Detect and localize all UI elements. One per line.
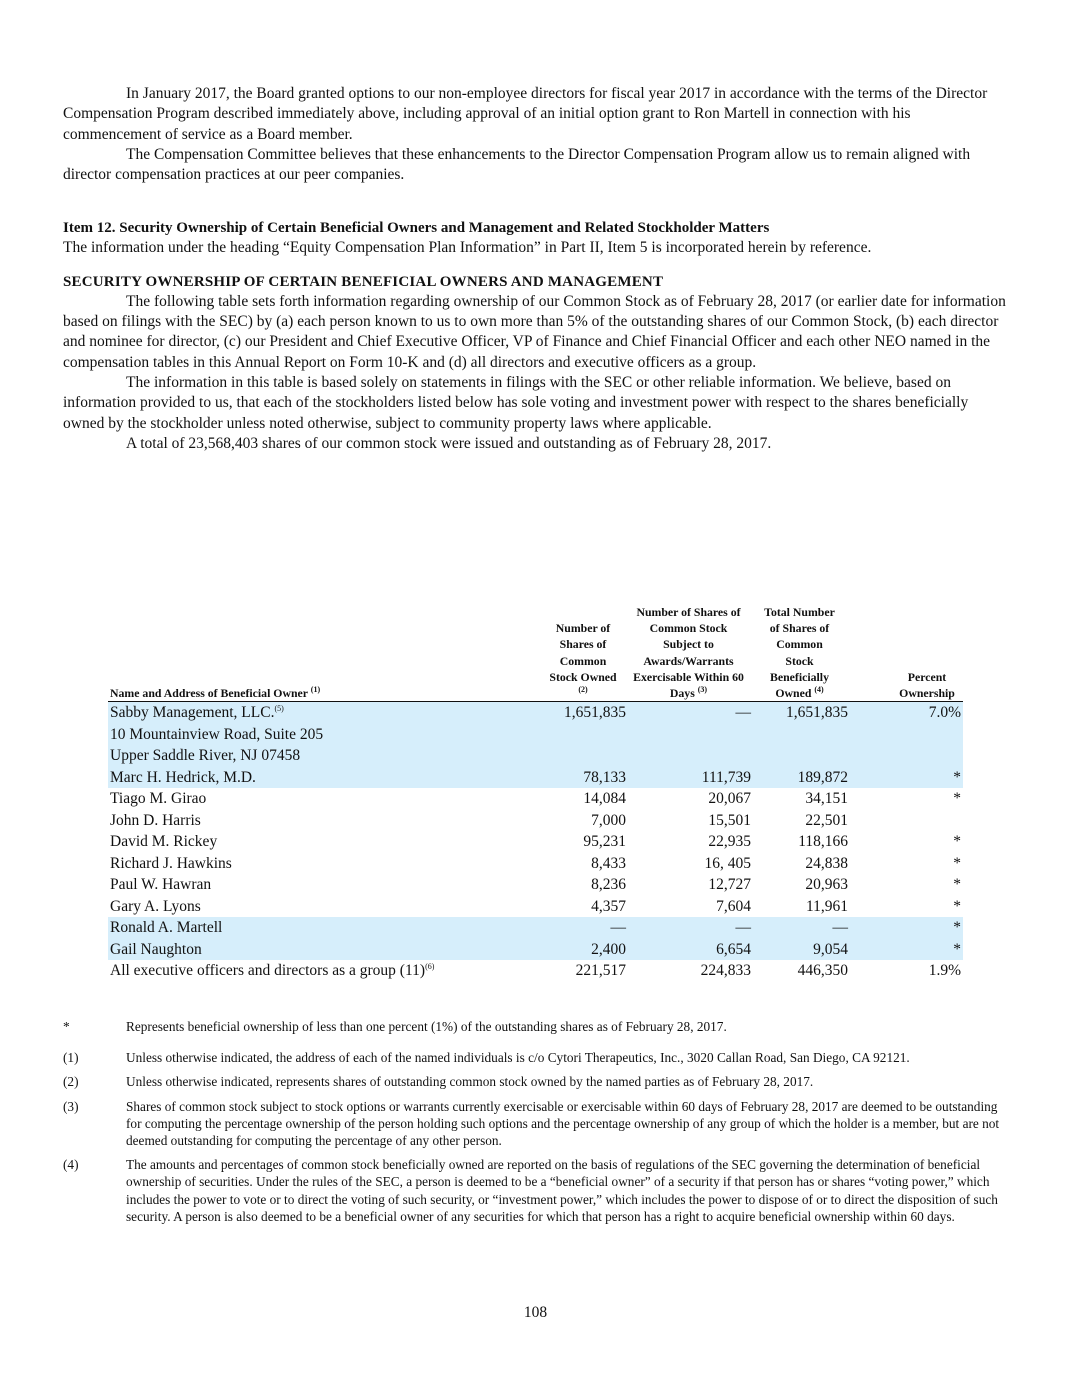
footnote: [63, 1156, 1008, 1225]
owner-name-cell: Upper Saddle River, NJ 07458: [108, 745, 540, 767]
owner-name-cell: Gail Naughton: [108, 939, 540, 961]
shares-owned-cell: 95,231: [583, 833, 626, 851]
awards-cell: 111,739: [626, 767, 751, 789]
footnote-marker: (1): [63, 1050, 79, 1066]
section-heading-security-ownership: SECURITY OWNERSHIP OF CERTAIN BENEFICIAL OWNERS AND MANAGEMENT: [63, 273, 664, 290]
footnote-text: Shares of common stock subject to stock options or warrants currently exercisable or exercisable within 60 days of February 28, 2017 are deemed to be outstanding for computing the percentage ownership of the person holding such options and the percentage ownership of any group of which the holder is a member, but are not deemed outstanding for computing the percentage of any other person.: [126, 1098, 1000, 1149]
header-name-address: Name and Address of Beneficial Owner $^{(1)}$: [108, 604, 540, 702]
footnote-marker: (3): [63, 1098, 79, 1114]
total-owned-cell: 11,961: [805, 897, 848, 915]
awards-cell: 7,604: [716, 897, 751, 915]
owner-name-cell: John D. Harris: [110, 811, 201, 829]
percent-cell: *: [953, 897, 961, 915]
percent-cell: [848, 724, 963, 746]
table-row: [108, 745, 963, 767]
paragraph-information-basis: The information in this table is based solely on statements in filings with the SEC or other reliable information. We believe, based on information provided to us, that each of the stockholders listed below has sole voting and investment power with respect to the shares beneficially owned by the stockholder unless noted otherwise, subject to community property laws where applicable.: [63, 373, 969, 432]
header-percent-ownership: Percent Ownership: [848, 604, 963, 702]
percent-cell: *: [953, 854, 961, 872]
total-owned-cell: [751, 745, 848, 767]
footnote: [63, 1073, 1008, 1090]
owner-name-cell: Richard J. Hawkins: [110, 854, 232, 872]
owner-name-cell: Paul W. Hawran: [110, 876, 212, 894]
awards-cell: 20,067: [708, 790, 751, 808]
percent-cell: *: [848, 939, 963, 961]
shares-owned-cell: 4,357: [591, 897, 626, 915]
shares-owned-cell: 8,236: [591, 876, 626, 894]
footnote-text: Represents beneficial ownership of less than one percent (1%) of the outstanding shares as of February 28, 2017.: [126, 1019, 727, 1034]
shares-owned-cell: 2,400: [540, 939, 626, 961]
table-row: [108, 939, 963, 961]
total-owned-cell: 22,501: [805, 811, 848, 829]
awards-cell: 12,727: [708, 876, 751, 894]
footnote-marker: (4): [63, 1157, 79, 1173]
owner-name-cell: Ronald A. Martell: [108, 917, 540, 939]
total-owned-cell: —: [751, 917, 848, 939]
footnote-marker: (2): [63, 1074, 79, 1090]
owner-name-cell: Tiago M. Girao: [110, 790, 207, 808]
table-row: [108, 702, 963, 724]
owner-name-cell: Marc H. Hedrick, M.D.: [108, 767, 540, 789]
paragraph-compensation-committee: The Compensation Committee believes that these enhancements to the Director Compensation Program allow us to remain aligned with director compensation practices at our peer companies.: [63, 145, 971, 184]
percent-cell: 1.9%: [928, 962, 961, 980]
table-row: [108, 896, 963, 918]
shares-owned-cell: 8,433: [591, 854, 626, 872]
shares-owned-cell: —: [540, 917, 626, 939]
percent-cell: *: [953, 833, 961, 851]
table-header-row: [108, 604, 963, 702]
table-row: [108, 724, 963, 746]
total-owned-cell: 446,350: [797, 962, 848, 980]
total-owned-cell: 20,963: [805, 876, 848, 894]
awards-cell: [626, 724, 751, 746]
footnote-text: Unless otherwise indicated, the address of each of the named individuals is c/o Cytori Therapeutics, Inc., 3020 Callan Road, San Diego, CA 92121.: [126, 1050, 910, 1066]
item-12-heading: Item 12. Security Ownership of Certain Beneficial Owners and Management and Related Stockholder Matters: [63, 220, 770, 237]
shares-owned-cell: 14,084: [583, 790, 626, 808]
percent-cell: *: [848, 917, 963, 939]
footnote: [63, 1018, 1008, 1035]
footnotes: [63, 1018, 1008, 1232]
footnote: [63, 1098, 1008, 1150]
shares-owned-cell: [540, 724, 626, 746]
percent-cell: [848, 810, 963, 832]
footnote-marker: *: [63, 1019, 70, 1034]
total-owned-cell: [751, 724, 848, 746]
percent-cell: *: [953, 790, 961, 808]
table-row: [108, 853, 963, 875]
awards-cell: —: [626, 702, 751, 724]
total-owned-cell: 189,872: [751, 767, 848, 789]
total-owned-cell: 24,838: [805, 854, 848, 872]
awards-cell: 224,833: [700, 962, 751, 980]
owner-name-cell: All executive officers and directors as a group $(11)^{(6)}$: [110, 962, 435, 980]
ownership-table: [108, 604, 963, 982]
paragraph-table-description: The following table sets forth information regarding ownership of our Common Stock as of February 28, 2017 (or earlier date for information based on filings with the SEC) by (a) each person known to us to own more than 5% of the outstanding shares of our Common Stock, (b) each director and nominee for director, (c) our President and Chief Executive Officer, VP of Finance and Chief Financial Officer and each other NEO named in the compensation tables in this Annual Report on Form 10-K and (d) all directors and executive officers as a group.: [63, 292, 1006, 371]
shares-owned-cell: 78,133: [540, 767, 626, 789]
footnote: [63, 1049, 1008, 1066]
total-owned-cell: 9,054: [751, 939, 848, 961]
shares-owned-cell: 221,517: [575, 962, 626, 980]
owner-name-cell: Gary A. Lyons: [110, 897, 201, 915]
total-owned-cell: 34,151: [805, 790, 848, 808]
paragraph-shares-outstanding: A total of 23,568,403 shares of our common stock were issued and outstanding as of February 28, 2017.: [126, 434, 772, 452]
footnote-text: The amounts and percentages of common stock beneficially owned are reported on the basis of regulations of the SEC governing the determination of beneficial ownership of securities. Under the rules of the SEC, a person is deemed to be a “beneficial owner” of a security if that person has or shares “voting power,” which includes the power to vote or to direct the voting of such security, or “investment power,” which includes the power to dispose of or to direct the disposition of such security. A person is also deemed to be a beneficial owner of any securities for which that person has a right to acquire beneficial ownership within 60 days.: [126, 1157, 998, 1224]
header-awards-warrants: Number of Shares of Common Stock Subject to Awards/Warrants Exercisable Within 60 Days $^{(3)}$: [626, 604, 751, 702]
table-row: [108, 960, 963, 982]
paragraph-equity-plan-reference: The information under the heading “Equity Compensation Plan Information” in Part II, Item 5 is incorporated herein by reference.: [63, 239, 872, 257]
awards-cell: [626, 745, 751, 767]
table-row: [108, 767, 963, 789]
owner-name-cell: Sabby Management, LLC.$^{(5)}$: [108, 702, 540, 724]
table-row: [108, 810, 963, 832]
awards-cell: 6,654: [626, 939, 751, 961]
table-row: [108, 917, 963, 939]
total-owned-cell: 118,166: [798, 833, 848, 851]
percent-cell: *: [848, 767, 963, 789]
header-shares-owned: Number of Shares of Common Stock Owned $^{(2)}$: [540, 604, 626, 702]
shares-owned-cell: 1,651,835: [540, 702, 626, 724]
awards-cell: —: [626, 917, 751, 939]
table-row: [108, 788, 963, 810]
percent-cell: *: [953, 876, 961, 894]
paragraph-director-options: In January 2017, the Board granted options to our non-employee directors for fiscal year 2017 in accordance with the terms of the Director Compensation Program described immediately above, including approval of an initial option grant to Ron Martell in connection with his commencement of service as a Board member.: [63, 85, 988, 143]
shares-owned-cell: [540, 745, 626, 767]
awards-cell: 16, 405: [704, 854, 751, 872]
awards-cell: 22,935: [708, 833, 751, 851]
owner-name-cell: 10 Mountainview Road, Suite 205: [108, 724, 540, 746]
document-body: [63, 84, 1008, 454]
percent-cell: [848, 745, 963, 767]
total-owned-cell: 1,651,835: [751, 702, 848, 724]
footnote-text: Unless otherwise indicated, represents shares of outstanding common stock owned by the named parties as of February 28, 2017.: [126, 1074, 814, 1090]
awards-cell: 15,501: [708, 811, 751, 829]
header-total-beneficially-owned: Total Number of Shares of Common Stock Beneficially Owned $^{(4)}$: [751, 604, 848, 702]
owner-name-cell: David M. Rickey: [110, 833, 218, 851]
page-number: 108: [523, 1304, 548, 1321]
percent-cell: 7.0%: [848, 702, 963, 724]
table-row: [108, 874, 963, 896]
table-row: [108, 831, 963, 853]
shares-owned-cell: 7,000: [591, 811, 626, 829]
